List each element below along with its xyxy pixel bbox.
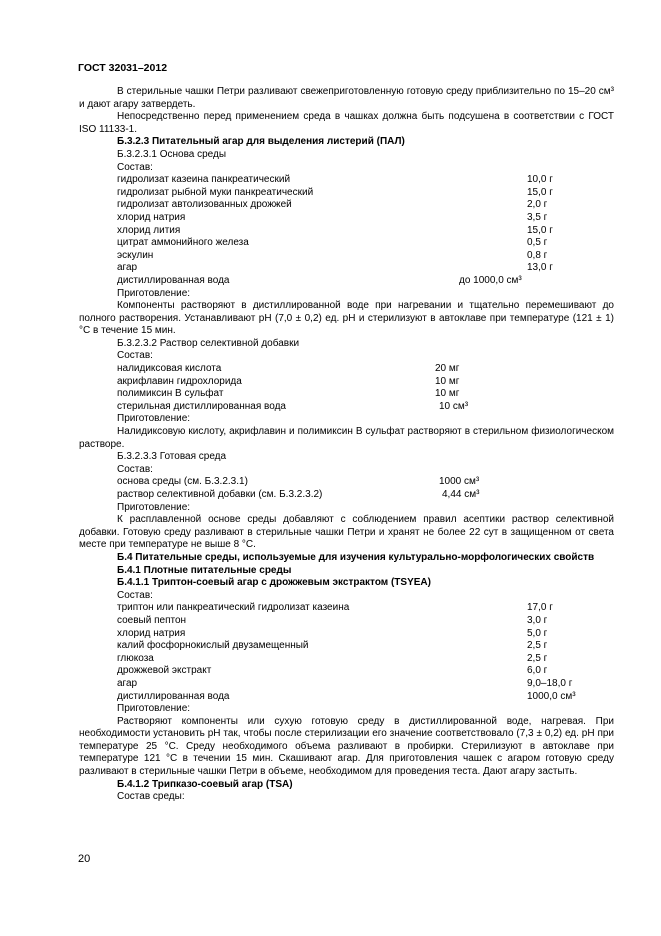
ingredient-row <box>79 174 614 187</box>
ingredient-name: соевый пептон <box>117 614 187 626</box>
ingredient-row <box>79 401 614 414</box>
ingredient-value: 4,44 см³ <box>442 489 480 500</box>
ingredient-row <box>79 388 614 401</box>
ingredient-row <box>79 225 614 238</box>
ingredient-value: 0,5 г <box>527 237 548 249</box>
ingredient-name: основа среды (см. Б.3.2.3.1) <box>117 476 248 488</box>
pal-prep-text: Компоненты растворяют в дистиллированной воде при нагревании и тщательно перемешивают до полного растворения. Устанавливают pH (7,0 ± 0,2) ед. pH и стерилизуют в автоклаве при температуре (121 ± 1) °С в течение 15 мин. <box>79 300 614 337</box>
ingredient-value: 3,5 г <box>527 211 548 223</box>
ready-ingredients-list <box>79 476 614 501</box>
tsyea-prep-text: Растворяют компоненты или сухую готовую среду в дистиллированной воде, нагревая. При необходимости установить pH так, чтобы после стерилизации его значение соответствовало (7,3 ± 0,2) ед. pH при температуре 25 °С. Среду необходимого объема разливают в пробирки. Стерилизуют в автоклаве при температуре 121 °С в течении 15 мин. Скашивают агар. Для приготовления чашек с агаром готовую среду разливают в стерильные чашки Петри в объеме, необходимом для проведения теста. Дают агару застыть. <box>79 715 614 778</box>
document-header-code: ГОСТ 32031–2012 <box>78 62 168 74</box>
ingredient-value: 0,8 г <box>527 249 548 261</box>
ingredient-name: раствор селективной добавки (см. Б.3.2.3.2) <box>117 489 323 500</box>
ingredient-value: 1000,0 см³ <box>527 690 576 702</box>
ingredient-value: 15,0 г <box>527 186 553 198</box>
section-pal-base-title: Б.3.2.3.1 Основа среды <box>117 148 227 160</box>
ingredient-value: 10,0 г <box>527 174 553 186</box>
ingredient-name: хлорид натрия <box>117 627 186 639</box>
ingredient-name: дистиллированная вода <box>117 274 230 286</box>
tsyea-ingredients-list <box>79 602 614 703</box>
ingredient-name: дистиллированная вода <box>117 690 230 702</box>
ingredient-name: эскулин <box>117 249 154 261</box>
ingredient-name: триптон или панкреатический гидролизат казеина <box>117 602 350 614</box>
pal-composition-label: Состав: <box>117 161 153 173</box>
ingredient-row <box>79 640 614 653</box>
ingredient-name: глюкоза <box>117 652 154 664</box>
page-number: 20 <box>78 853 91 865</box>
ingredient-name: агар <box>117 677 138 689</box>
additive-ingredients-list <box>79 363 614 413</box>
ready-prep-label: Приготовление: <box>117 501 191 513</box>
ingredient-row <box>79 628 614 641</box>
ingredient-row <box>79 678 614 691</box>
ingredient-value: 1000 см³ <box>439 476 480 488</box>
ingredient-name: полимиксин В сульфат <box>117 388 224 400</box>
ingredient-row <box>79 250 614 263</box>
ready-prep-text: К расплавленной основе среды добавляют с соблюдением правил асептики раствор селективной добавки. Готовую среду разливают в стерильные чашки Петри и хранят не более 22 сут в защищенном от света месте при температуре не выше 8 °С. <box>79 514 614 551</box>
ingredient-row <box>79 363 614 376</box>
ingredient-name: гидролизат автолизованных дрожжей <box>117 199 292 211</box>
ingredient-value: 10 мг <box>435 388 460 400</box>
ingredient-value: 17,0 г <box>527 602 553 614</box>
additive-composition-label: Состав: <box>117 350 153 362</box>
ingredient-value: 2,5 г <box>527 652 548 664</box>
ingredient-name: агар <box>117 262 138 274</box>
ingredient-row <box>79 212 614 225</box>
ingredient-row <box>79 489 614 502</box>
ingredient-value: 10 см³ <box>439 400 469 412</box>
ingredient-name: хлорид лития <box>117 224 181 236</box>
ingredient-name: гидролизат казеина панкреатический <box>117 174 291 186</box>
section-ready-title: Б.3.2.3.3 Готовая среда <box>117 451 227 463</box>
section-tsyea-title: Б.4.1.1 Триптон-соевый агар с дрожжевым экстрактом (TSYEA) <box>117 577 431 589</box>
ingredient-row <box>79 476 614 489</box>
ingredient-row <box>79 691 614 704</box>
ingredient-value: 2,0 г <box>527 199 548 211</box>
ingredient-name: дрожжевой экстракт <box>117 665 212 677</box>
tsyea-prep-label: Приготовление: <box>117 703 191 715</box>
ingredient-value: до 1000,0 см³ <box>459 274 522 286</box>
ingredient-row <box>79 615 614 628</box>
ingredient-name: налидиксовая кислота <box>117 363 222 375</box>
section-additive-title: Б.3.2.3.2 Раствор селективной добавки <box>117 337 300 349</box>
ingredient-row <box>79 376 614 389</box>
intro-paragraph-2: Непосредственно перед применением среда в чашках должна быть подсушена в соответствии с ГОСТ ISO 11133-1. <box>79 111 614 135</box>
ready-composition-label: Состав: <box>117 463 153 475</box>
tsa-composition-label: Состав среды: <box>117 791 185 803</box>
ingredient-value: 13,0 г <box>527 262 553 274</box>
ingredient-value: 5,0 г <box>527 627 548 639</box>
ingredient-row <box>79 665 614 678</box>
tsyea-composition-label: Состав: <box>117 589 153 601</box>
additive-prep-label: Приготовление: <box>117 413 191 425</box>
ingredient-name: цитрат аммонийного железа <box>117 237 249 249</box>
pal-prep-label: Приготовление: <box>117 287 191 299</box>
ingredient-value: 9,0–18,0 г <box>527 677 573 689</box>
ingredient-value: 10 мг <box>435 375 460 387</box>
ingredient-row <box>79 187 614 200</box>
section-solid-media-title: Б.4.1 Плотные питательные среды <box>117 564 292 576</box>
ingredient-name: калий фосфорнокислый двузамещенный <box>117 640 309 652</box>
ingredient-value: 6,0 г <box>527 665 548 677</box>
ingredient-row <box>79 602 614 615</box>
ingredient-name: гидролизат рыбной муки панкреатический <box>117 186 314 198</box>
ingredient-row <box>79 275 614 288</box>
ingredient-value: 20 мг <box>435 363 460 375</box>
ingredient-row <box>79 653 614 666</box>
ingredient-name: хлорид натрия <box>117 211 186 223</box>
additive-prep-text: Налидиксовую кислоту, акрифлавин и полимиксин В сульфат растворяют в стерильном физиологическом растворе. <box>79 426 614 450</box>
ingredient-row <box>79 262 614 275</box>
section-tsa-title: Б.4.1.2 Трипказо-соевый агар (TSA) <box>117 778 293 790</box>
ingredient-row <box>79 237 614 250</box>
pal-ingredients-list <box>79 174 614 287</box>
ingredient-name: акрифлавин гидрохлорида <box>117 375 242 387</box>
section-pal-title: Б.3.2.3 Питательный агар для выделения листерий (ПАЛ) <box>117 136 405 148</box>
ingredient-value: 3,0 г <box>527 614 548 626</box>
ingredient-value: 2,5 г <box>527 640 548 652</box>
ingredient-value: 15,0 г <box>527 224 553 236</box>
ingredient-name: стерильная дистиллированная вода <box>117 400 286 412</box>
ingredient-row <box>79 199 614 212</box>
intro-paragraph-1: В стерильные чашки Петри разливают свежеприготовленную готовую среду приблизительно по 15–20 см³ и дают агару затвердеть. <box>79 86 614 110</box>
section-b4-title: Б.4 Питательные среды, используемые для изучения культурально-морфологических свойств <box>117 551 595 563</box>
document-body <box>79 86 614 804</box>
